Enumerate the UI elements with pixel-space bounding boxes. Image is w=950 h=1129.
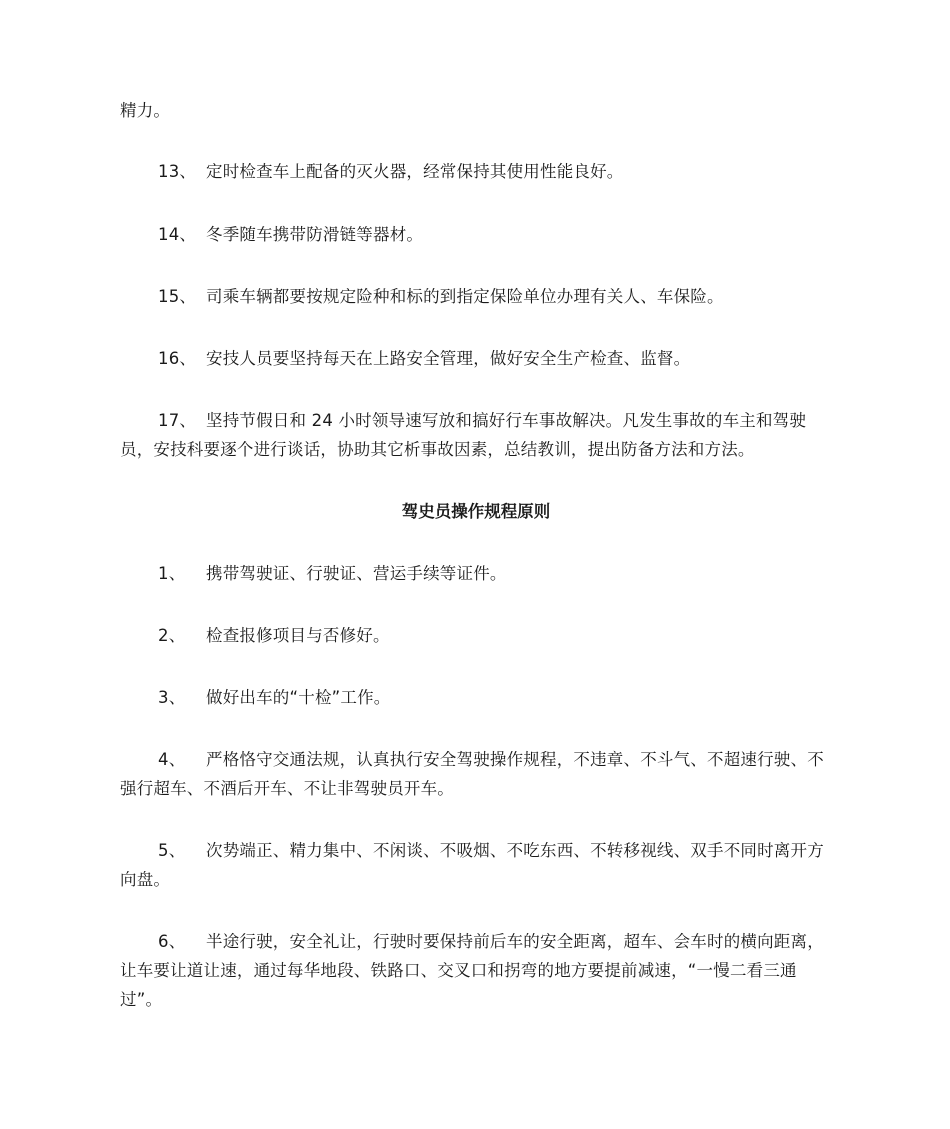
list-item-6 — [120, 927, 832, 1014]
item-number: 13、 — [158, 162, 197, 181]
item-text: 严格恪守交通法规，认真执行安全驾驶操作规程，不违章、不斗气、不超速行驶、不强行超车、不酒后开车、不让非驾驶员开车。 — [120, 750, 824, 798]
continuation-paragraph — [120, 96, 832, 125]
item-text: 携带驾驶证、行驶证、营运手续等证件。 — [206, 564, 507, 583]
list-item-17 — [120, 406, 832, 464]
item-text: 司乘车辆都要按规定险种和标的到指定保险单位办理有关人、车保险。 — [206, 287, 724, 306]
item-number: 14、 — [158, 225, 197, 244]
section-title: 驾史员操作规程原则 — [401, 502, 551, 521]
item-number: 2、 — [158, 626, 186, 645]
list-item-15 — [120, 282, 832, 311]
item-text: 坚持节假日和 24 小时领导速写放和搞好行车事故解决。凡发生事故的车主和驾驶员，安技科要逐个进行谈话，协助其它析事故因素，总结教训，提出防备方法和方法。 — [120, 411, 807, 459]
item-number: 5、 — [158, 841, 186, 860]
list-item-1 — [120, 559, 832, 588]
item-number: 1、 — [158, 564, 186, 583]
item-number: 17、 — [158, 411, 197, 430]
item-text: 次势端正、精力集中、不闲谈、不吸烟、不吃东西、不转移视线、双手不同时离开方向盘。 — [120, 841, 824, 889]
item-text: 冬季随车携带防滑链等器材。 — [206, 225, 424, 244]
item-number: 3、 — [158, 688, 186, 707]
item-text: 检查报修项目与否修好。 — [206, 626, 390, 645]
item-number: 6、 — [158, 932, 186, 951]
item-text: 定时检查车上配备的灭火器，经常保持其使用性能良好。 — [206, 162, 624, 181]
list-item-16 — [120, 344, 832, 373]
list-item-5 — [120, 836, 832, 894]
continuation-text: 精力。 — [120, 101, 171, 120]
list-item-2 — [120, 621, 832, 650]
item-number: 15、 — [158, 287, 197, 306]
list-item-14 — [120, 220, 832, 249]
item-number: 16、 — [158, 349, 197, 368]
list-item-4 — [120, 745, 832, 803]
item-number: 4、 — [158, 750, 186, 769]
item-text: 安技人员要坚持每天在上路安全管理，做好安全生产检查、监督。 — [206, 349, 691, 368]
item-text: 做好出车的“十检”工作。 — [206, 688, 391, 707]
list-item-13 — [120, 157, 832, 186]
list-item-3 — [120, 683, 832, 712]
item-text: 半途行驶，安全礼让，行驶时要保持前后车的安全距离，超车、会车时的横向距离，让车要让道让速，通过每华地段、铁路口、交叉口和拐弯的地方要提前减速，“一慢二看三通过”。 — [120, 932, 824, 1009]
